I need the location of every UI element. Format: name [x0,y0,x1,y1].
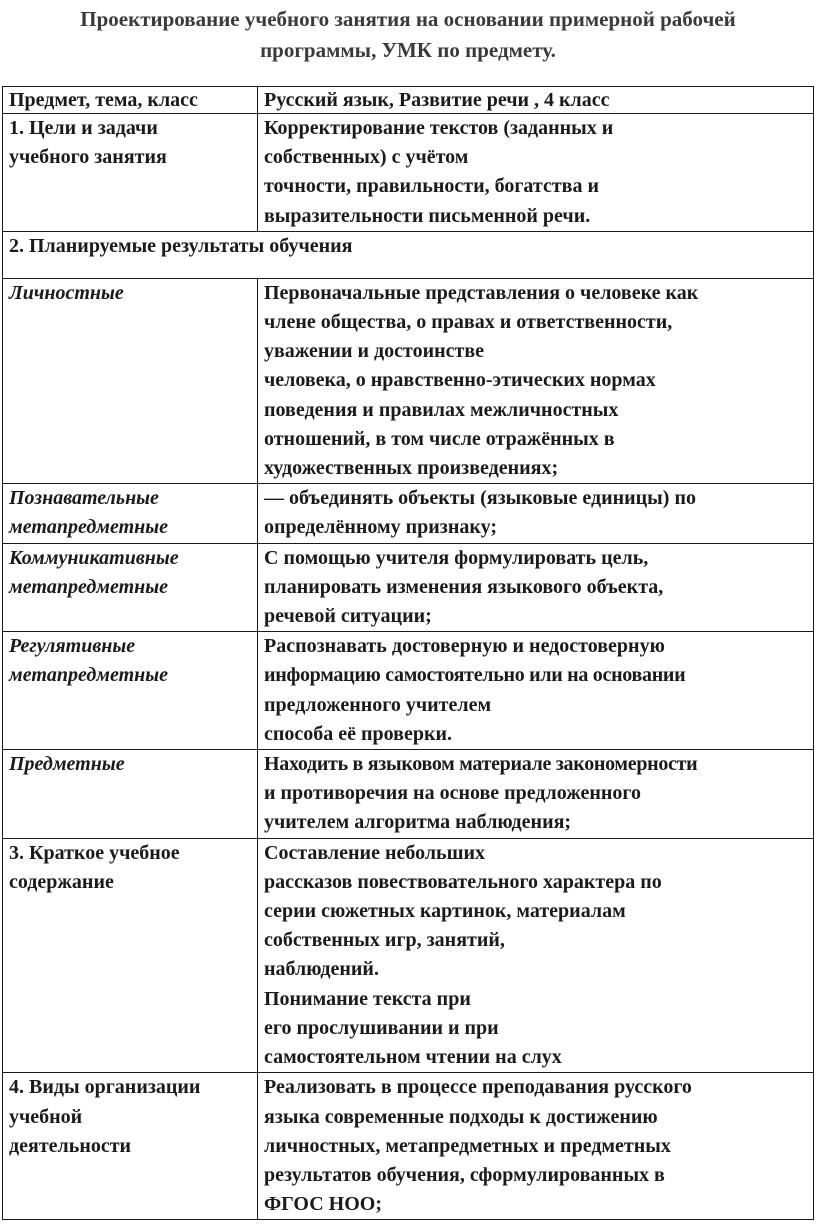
goals-label-line: 1. Цели и задачи [9,117,158,139]
table-row-activities [3,1073,814,1220]
subject-results-text-cell [258,750,814,839]
table-row-content [3,838,814,1073]
personal-results-line: человека, о нравственно-этических нормах [264,369,656,392]
personal-results-line: поведения и правилах межличностных [264,398,619,421]
activities-label-line: учебной [9,1105,83,1128]
subject-results-label: Предметные [9,753,125,776]
content-text-line: его прослушивании и при [264,1016,499,1039]
activities-text-line: личностных, метапредметных и предметных [264,1134,671,1157]
communicative-results-label-line: Коммуникативные [9,546,179,569]
table-row-results-heading [3,231,814,278]
communicative-results-label-line: метапредметные [9,575,169,598]
goals-label-cell [3,114,258,232]
document-title [0,4,816,66]
personal-results-text-cell [258,278,814,483]
content-text-line: собственных игр, занятий, [264,929,505,952]
table-row-goals [3,114,814,232]
regulatory-results-line: способа её проверки. [264,722,453,745]
activities-text-line: языка современные подходы к достижению [264,1105,658,1128]
activities-text-line: ФГОС НОО; [264,1193,382,1216]
content-text-line: серии сюжетных картинок, материалам [264,900,626,923]
activities-label-line: деятельности [9,1134,132,1157]
lesson-plan-table [2,86,814,1220]
results-heading-cell [3,231,814,278]
content-text-line: самостоятельном чтении на слух [264,1046,562,1069]
regulatory-results-line: Распознавать достоверную и недостоверную [264,635,665,658]
table-row-regulatory-results [3,632,814,750]
activities-text-cell [258,1073,814,1220]
personal-results-line: уважении и достоинстве [264,340,484,363]
table-row-header [3,87,814,114]
subject-results-line: учителем алгоритма наблюдения; [264,811,572,834]
communicative-results-text-cell [258,543,814,632]
header-label-cell [3,87,258,114]
content-label-line: содержание [9,870,114,893]
regulatory-results-label-cell [3,632,258,750]
personal-results-line: художественных произведениях; [264,457,559,480]
personal-results-label-cell [3,278,258,483]
goals-text-line: Корректирование текстов (заданных и [264,117,614,139]
subject-results-line: Находить в языковом материале закономерности [264,753,698,776]
regulatory-results-text-cell [258,632,814,750]
regulatory-results-label-line: метапредметные [9,664,169,687]
communicative-results-line: С помощью учителя формулировать цель, [264,546,649,569]
cognitive-results-text-cell [258,484,814,543]
document-title-line-1: Проектирование учебного занятия на основании примерной рабочей [80,7,736,31]
goals-text-line: точности, правильности, богатства и [264,175,599,198]
cognitive-results-line: определённому признаку; [264,516,498,539]
content-label-line: 3. Краткое учебное [9,841,180,864]
cognitive-results-label-cell [3,484,258,543]
subject-results-line: и противоречия на основе предложенного [264,782,641,805]
communicative-results-line: речевой ситуации; [264,605,432,628]
cognitive-results-label-line: Познавательные [9,487,159,510]
content-text-line: наблюдений. [264,958,379,981]
table-row-subject-results [3,750,814,839]
header-value: Русский язык, Развитие речи , 4 класс [264,89,610,111]
communicative-results-label-cell [3,543,258,632]
goals-text-cell [258,114,814,232]
personal-results-line: Первоначальные представления о человеке как [264,281,699,304]
regulatory-results-label-line: Регулятивные [9,635,136,658]
regulatory-results-line: информацию самостоятельно или на основании [264,664,686,687]
content-text-cell [258,838,814,1073]
goals-text-line: собственных) с учётом [264,146,469,169]
document-title-line-2: программы, УМК по предмету. [260,38,556,62]
table-row-personal-results [3,278,814,483]
results-heading: 2. Планируемые результаты обучения [9,234,353,257]
subject-results-label-cell [3,750,258,839]
table-row-communicative-results [3,543,814,632]
activities-text-line: Реализовать в процессе преподавания русского [264,1076,692,1099]
personal-results-label: Личностные [9,281,124,304]
goals-label-line: учебного занятия [9,146,167,169]
content-text-line: Понимание текста при [264,987,471,1010]
activities-text-line: результатов обучения, сформулированных в [264,1163,665,1186]
communicative-results-line: планировать изменения языкового объекта, [264,575,664,598]
content-label-cell [3,838,258,1073]
cognitive-results-line: — объединять объекты (языковые единицы) по [264,487,696,510]
goals-text-line: выразительности письменной речи. [264,204,591,227]
content-text-line: рассказов повествовательного характера по [264,870,662,893]
activities-label-cell [3,1073,258,1220]
table-row-cognitive-results [3,484,814,543]
content-text-line: Составление небольших [264,841,486,864]
header-value-cell [258,87,814,114]
regulatory-results-line: предложенного учителем [264,693,492,716]
cognitive-results-label-line: метапредметные [9,516,169,539]
personal-results-line: отношений, в том числе отражённых в [264,427,615,450]
header-label: Предмет, тема, класс [9,89,198,111]
activities-label-line: 4. Виды организации [9,1076,201,1099]
personal-results-line: члене общества, о правах и ответственности, [264,311,673,334]
